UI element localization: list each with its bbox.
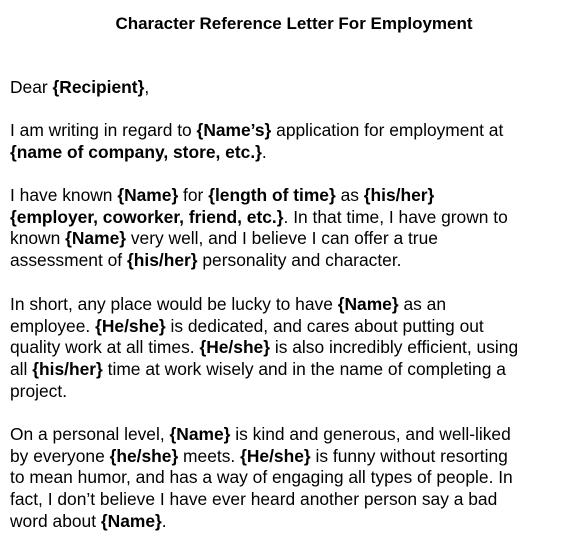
placeholder-field: {Name} [337, 294, 399, 314]
text-segment: is dedicated, and cares about putting out [165, 315, 484, 336]
text-line [10, 294, 578, 316]
text-segment: time at work wisely and in the name of completing a [102, 359, 506, 380]
text-line [10, 207, 578, 229]
placeholder-field: {Name} [65, 228, 127, 249]
text-segment: all [10, 359, 33, 380]
text-segment: by everyone [10, 445, 110, 466]
text-segment: I have known [10, 185, 118, 205]
qualities-paragraph [10, 294, 578, 402]
text-line [10, 316, 578, 338]
text-line [10, 337, 578, 359]
text-segment: as [335, 185, 364, 205]
placeholder-field: {Name} [169, 424, 231, 444]
placeholder-field: {Name} [100, 510, 162, 531]
text-segment: application for employment at [271, 120, 504, 140]
placeholder-field: {He/she} [199, 337, 271, 358]
text-segment: for [178, 185, 209, 205]
text-segment: . In that time, I have grown to [283, 206, 508, 227]
placeholder-field: {employer, coworker, friend, etc.} [10, 206, 284, 227]
placeholder-field: {length of time} [208, 185, 336, 205]
placeholder-field: {Name} [117, 185, 179, 205]
text-segment: I am writing in regard to [10, 120, 197, 140]
text-segment: as an [398, 294, 446, 314]
text-segment: . [161, 510, 167, 531]
text-line [10, 511, 578, 533]
text-line [10, 142, 578, 164]
text-segment: personality and character. [197, 250, 402, 271]
text-segment: is funny without resorting [310, 445, 508, 466]
text-segment: employee. [10, 315, 96, 336]
text-segment: meets. [178, 445, 241, 466]
placeholder-field: {his/her} [363, 185, 435, 205]
text-line [10, 250, 578, 272]
text-line [10, 359, 578, 381]
placeholder-field: {name of company, store, etc.} [10, 141, 262, 162]
text-segment: assessment of [10, 250, 127, 271]
text-segment: to mean humor, and has a way of engaging all types of people. In [10, 467, 513, 488]
text-line [10, 185, 578, 207]
text-line [10, 228, 578, 250]
text-line [10, 467, 578, 489]
intro-paragraph [10, 120, 578, 163]
personal-paragraph [10, 424, 578, 532]
text-line [10, 424, 578, 446]
text-line [10, 446, 578, 468]
text-line [10, 77, 578, 99]
letter-title: Character Reference Letter For Employment [115, 14, 473, 33]
text-segment: known [10, 228, 66, 249]
text-segment: On a personal level, [10, 424, 170, 444]
placeholder-field: {he/she} [109, 445, 179, 466]
placeholder-field: {He/she} [95, 315, 166, 336]
salutation-paragraph [10, 77, 578, 99]
text-segment: . [261, 141, 267, 162]
text-segment: word about [10, 510, 101, 531]
placeholder-field: {his/her} [126, 250, 198, 271]
text-line [10, 120, 578, 142]
text-segment: fact, I don’t believe I have ever heard another person say a bad [10, 489, 498, 510]
text-line [10, 381, 578, 403]
placeholder-field: {He/she} [240, 445, 311, 466]
text-segment: project. [10, 380, 68, 401]
text-segment: quality work at all times. [10, 337, 200, 358]
known-paragraph [10, 185, 578, 272]
text-segment: , [144, 77, 150, 97]
text-segment: is kind and generous, and well-liked [230, 424, 511, 444]
text-segment: Dear [10, 77, 53, 97]
placeholder-field: {his/her} [32, 359, 103, 380]
placeholder-field: {Name’s} [196, 120, 272, 140]
placeholder-field: {Recipient} [52, 77, 145, 97]
text-segment: In short, any place would be lucky to have [10, 294, 338, 314]
text-segment: is also incredibly efficient, using [270, 337, 519, 358]
text-line [10, 489, 578, 511]
text-segment: very well, and I believe I can offer a true [126, 228, 438, 249]
